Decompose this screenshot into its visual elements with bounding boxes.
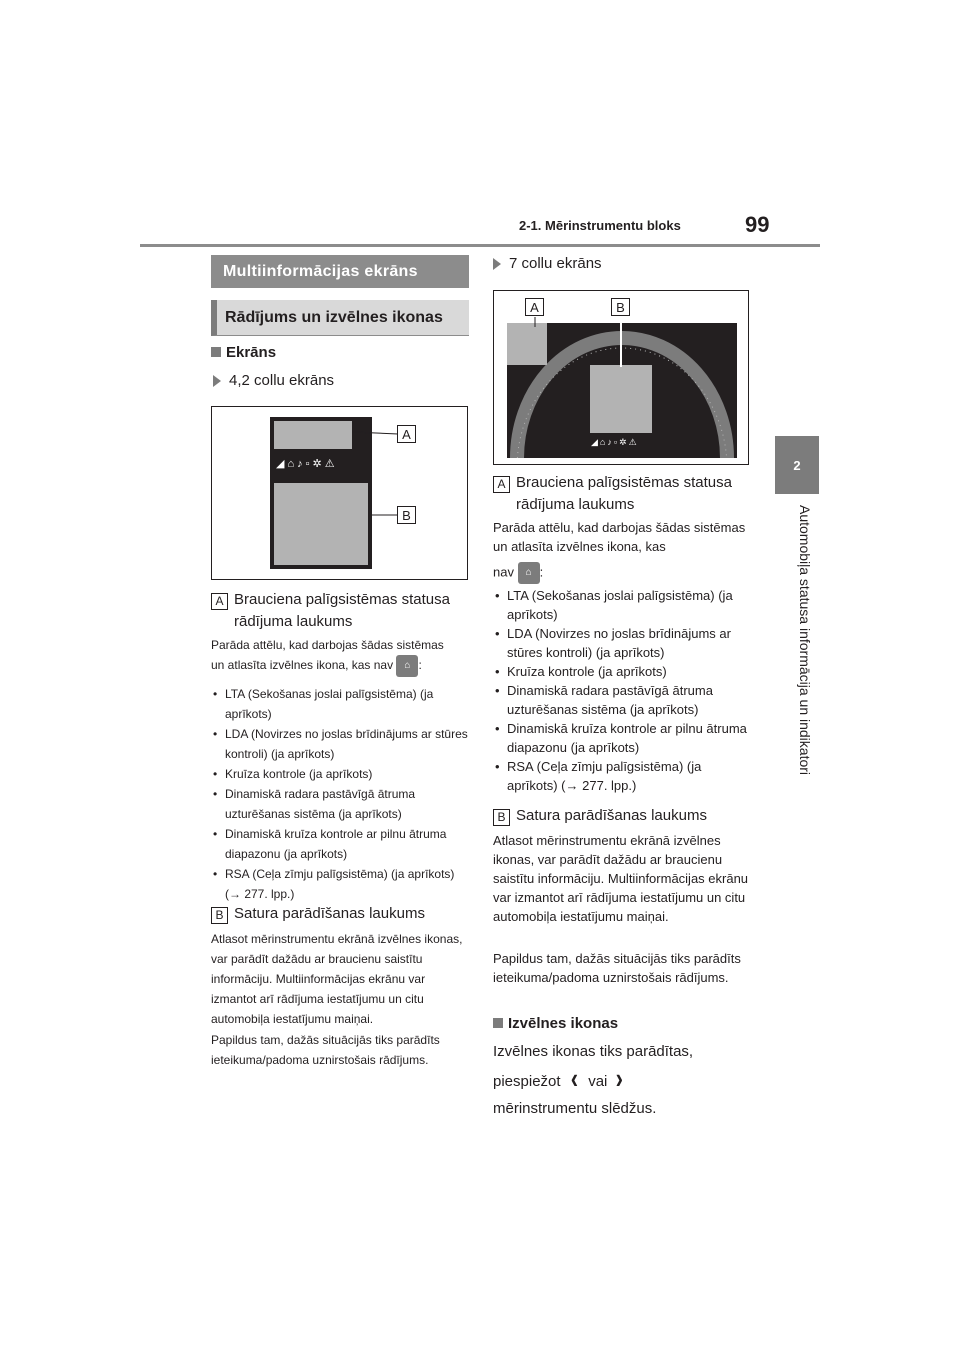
leaf-icon: ◢ (591, 437, 600, 447)
chevron-left-icon: ‹ (570, 1062, 579, 1095)
list-item: • LTA (Sekošanas joslai palīgsistēma) (ja aprīkots) (211, 684, 473, 724)
b-description: Atlasot mērinstrumentu ekrānā izvēlnes ikonas, var parādīt dažādu ar braucienu saistītu informāciju. Multiinformācijas ekrānu var izmantot arī rādījuma iestatījumu un citu automobiļa iestatījumu maiņai. (211, 932, 463, 1026)
header-rule (140, 244, 820, 247)
phone-car-icon: ▫ (613, 437, 620, 447)
a-description: Parāda attēlu, kad darbojas šādas sistēmas un atlasīta izvēlnes ikona, kas nav ⌂ : (211, 635, 473, 677)
square-bullet-icon (493, 1018, 503, 1028)
screen-heading: Ekrāns (211, 344, 276, 361)
warning-icon: ⚠ (324, 458, 338, 470)
section-heading: Multiinformācijas ekrāns (211, 255, 469, 288)
a-description: Parāda attēlu, kad darbojas šādas sistēmas un atlasīta izvēlnes ikona, kas (493, 520, 746, 554)
list-item: • Dinamiskā kruīza kontrole ar pilnu ātruma diapazonu (ja aprīkots) (211, 824, 473, 864)
lane-assist-menu-icon: ⌂ (396, 655, 418, 677)
chapter-title: Automobiļa statusa informācija un indikatori (797, 505, 813, 776)
list-item: • LTA (Sekošanas joslai palīgsistēma) (ja aprīkots) (493, 586, 755, 624)
list-item: • Kruīza kontrole (ja aprīkots) (493, 662, 755, 681)
gear-icon: ✲ (619, 437, 629, 447)
list-item: • RSA (Ceļa zīmju palīgsistēma) (ja aprīkots) (→ 277. lpp.) (211, 864, 473, 904)
callout-a: A (397, 425, 416, 443)
gear-icon: ✲ (312, 458, 325, 470)
callout-b: B (397, 506, 416, 524)
triangle-bullet-icon (213, 375, 221, 387)
diagram-7-inch (493, 290, 749, 465)
square-bullet-icon (211, 347, 221, 357)
b-description-2: Papildus tam, dažās situācijās tiks parādīts ieteikuma/padoma uznirstošais rādījums. (211, 1033, 440, 1067)
leader-lines (212, 407, 469, 581)
list-item: • Dinamiskā kruīza kontrole ar pilnu ātruma diapazonu (ja aprīkots) (493, 719, 755, 757)
list-item: • LDA (Novirzes no joslas brīdinājums ar stūres kontroli) (ja aprīkots) (211, 724, 473, 764)
b-description: Atlasot mērinstrumentu ekrānā izvēlnes ikonas, var parādīt dažādu ar braucienu saistītu informāciju. Multiinformācijas ekrānu var izmantot arī rādījuma iestatījumu un citu automobiļa iestatījumu maiņai. (493, 833, 749, 924)
lane-car-icon: ⌂ (599, 437, 608, 447)
a-title: A Brauciena palīgsistēmas statusa rādījuma laukums (211, 589, 471, 633)
lane-car-icon: ⌂ (287, 458, 298, 470)
phone-car-icon: ▫ (305, 458, 313, 470)
size-heading-7: 7 collu ekrāns (493, 255, 602, 272)
diagram-42-inch (211, 406, 468, 580)
subsection-heading: Rādījums un izvēlnes ikonas (211, 300, 469, 336)
lane-assist-menu-icon: ⌂ (518, 562, 540, 584)
b-title: B Satura parādīšanas laukums (211, 903, 471, 925)
a-description-2: nav ⌂ : (493, 562, 749, 584)
label-b: B (493, 809, 510, 826)
page-number: 99 (745, 212, 770, 237)
leaf-icon: ◢ (276, 458, 288, 470)
label-b: B (211, 907, 228, 924)
warning-icon: ⚠ (628, 437, 639, 447)
menu-icons-text: Izvēlnes ikonas tiks parādītas, piespiežot ‹ vai › mērinstrumentu slēdžus. (493, 1043, 694, 1117)
label-a: A (493, 476, 510, 493)
music-icon: ♪ (297, 458, 306, 470)
list-item: • Dinamiskā radara pastāvīgā ātruma uzturēšanas sistēma (ja aprīkots) (493, 681, 755, 719)
a-title: A Brauciena palīgsistēmas statusa rādījuma laukums (493, 472, 763, 516)
list-item: • Kruīza kontrole (ja aprīkots) (211, 764, 473, 784)
callout-b: B (611, 298, 630, 316)
triangle-bullet-icon (493, 258, 501, 270)
list-item: • LDA (Novirzes no joslas brīdinājums ar stūres kontroli) (ja aprīkots) (493, 624, 755, 662)
menu-icons-heading: Izvēlnes ikonas (493, 1015, 618, 1032)
label-a: A (211, 593, 228, 610)
b-description-2: Papildus tam, dažās situācijās tiks parādīts ieteikuma/padoma uznirstošais rādījums. (493, 951, 741, 985)
b-title: B Satura parādīšanas laukums (493, 805, 763, 827)
list-item: • Dinamiskā radara pastāvīgā ātruma uzturēšanas sistēma (ja aprīkots) (211, 784, 473, 824)
a-bullet-list (211, 684, 473, 904)
chevron-right-icon: › (615, 1062, 623, 1095)
a-bullet-list (493, 586, 755, 795)
leader-lines (494, 291, 750, 466)
list-item: • RSA (Ceļa zīmju palīgsistēma) (ja aprīkots) (→ 277. lpp.) (493, 757, 755, 795)
music-icon: ♪ (607, 437, 614, 447)
section-title: 2-1. Mērinstrumentu bloks (519, 218, 681, 233)
callout-a: A (525, 298, 544, 316)
chapter-tab: 2 (775, 436, 819, 494)
size-heading-42: 4,2 collu ekrāns (213, 372, 334, 389)
